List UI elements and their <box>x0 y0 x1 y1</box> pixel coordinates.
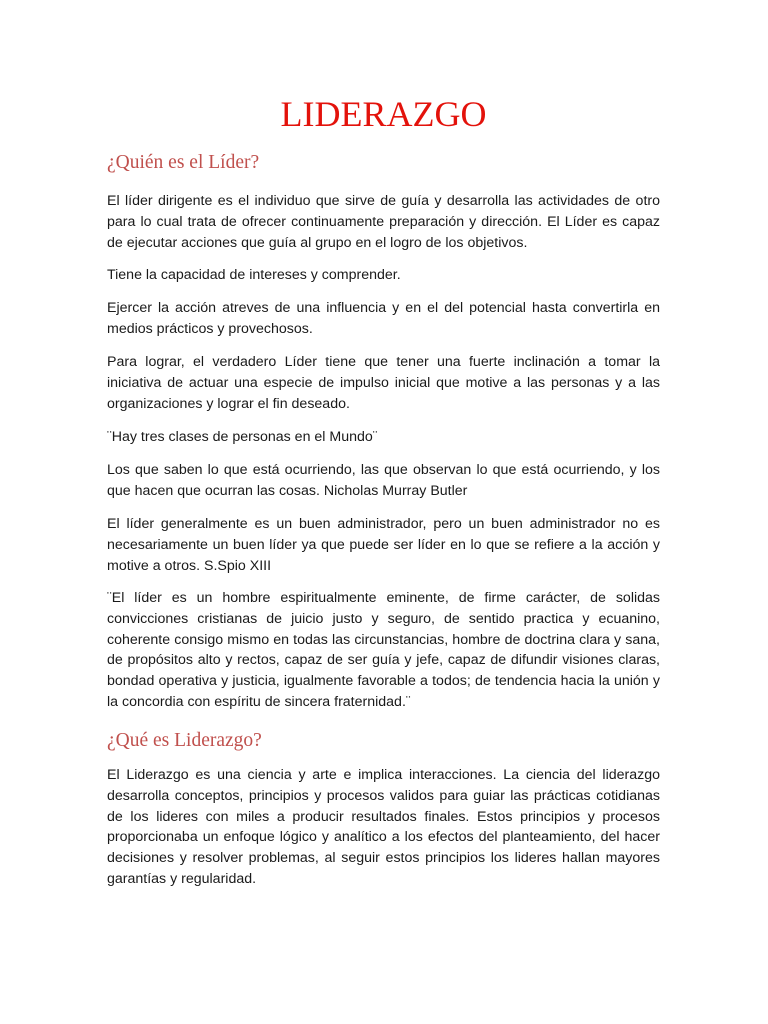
paragraph-para-lograr: Para lograr, el verdadero Líder tiene que tener una fuerte inclinación a tomar la iniciativa de actuar una especie de impulso inicial que motive a las personas y a las organizaciones y lograr el fin deseado. <box>107 354 660 412</box>
paragraph-capacidad: Tiene la capacidad de intereses y comprender. <box>107 267 401 283</box>
section-heading-quien-es-el-lider: ¿Quién es el Líder? <box>107 152 260 173</box>
paragraph-lider-espiritual: ¨El líder es un hombre espiritualmente eminente, de firme carácter, de solidas convicciones cristianas de juicio justo y seguro, de sentido practica y ecuanino, coherente consigo mismo en todas las circunstancias, hombre de doctrina clara y sana, de propósitos alto y rectos, capaz de ser guía y jefe, capaz de difundir visiones claras, bondad operativa y justicia, igualmente favorable a todos; de tendencia hacia la unión y la concordia con espíritu de sincera fraternidad.¨ <box>107 590 660 710</box>
paragraph-administrador: El líder generalmente es un buen administrador, pero un buen administrador no es necesariamente un buen líder ya que puede ser líder en lo que se refiere a la acción y motive a otros. S.Spio XIII <box>107 516 660 574</box>
paragraph-butler-quote: Los que saben lo que está ocurriendo, las que observan lo que está ocurriendo, y los que hacen que ocurran las cosas. Nicholas Murray Butler <box>107 462 660 499</box>
section-heading-que-es-liderazgo: ¿Qué es Liderazgo? <box>107 730 262 751</box>
paragraph-liderazgo-ciencia: El Liderazgo es una ciencia y arte e implica interacciones. La ciencia del liderazgo desarrolla conceptos, principios y procesos validos para guiar las prácticas cotidianas de los lideres con miles a producir resultados finales. Estos principios y procesos proporcionaba un enfoque lógico y analítico a los efectos del planteamiento, del hacer decisiones y resolver problemas, al seguir estos principios los lideres hallan mayores garantías y regularidad. <box>107 767 660 887</box>
paragraph-quote-tres-clases: ¨Hay tres clases de personas en el Mundo¨ <box>107 429 378 445</box>
paragraph-definicion-lider: El líder dirigente es el individuo que sirve de guía y desarrolla las actividades de otro para lo cual trata de ofrecer continuamente preparación y dirección. El Líder es capaz de ejecutar acciones que guía al grupo en el logro de los objetivos. <box>107 193 660 251</box>
paragraph-ejercer-accion: Ejercer la acción atreves de una influencia y en el del potencial hasta convertirla en medios prácticos y provechosos. <box>107 300 660 337</box>
document-title: LIDERAZGO <box>280 94 487 134</box>
